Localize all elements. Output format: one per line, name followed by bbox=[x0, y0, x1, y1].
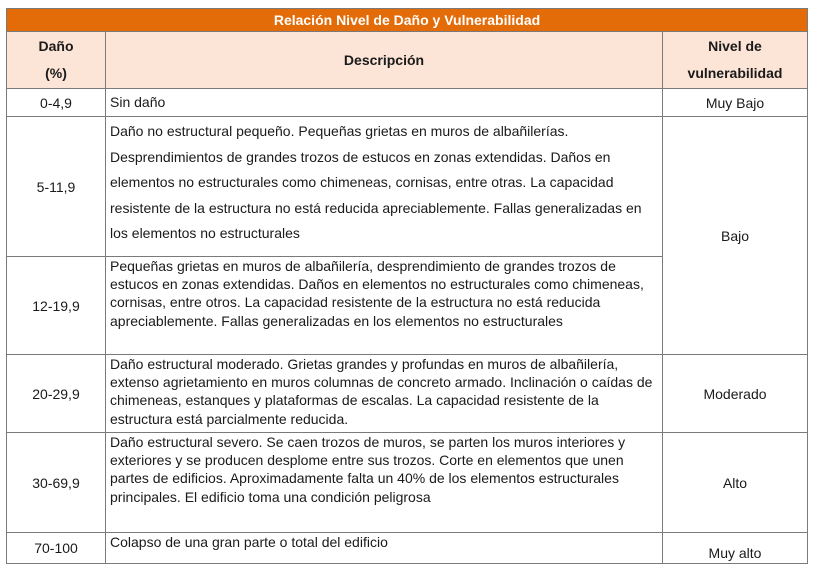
header-damage bbox=[7, 32, 106, 89]
vulnerability-level: Bajo bbox=[663, 117, 808, 355]
table-row bbox=[7, 433, 808, 533]
damage-description: Daño estructural severo. Se caen trozos de muros, se parten los muros interiores y exteriores y se producen desplome entre sus trozos. Corte en elementos que unen partes de edificios. Aproximadamente falta un 40% de los elementos estructurales principales. El edificio toma una condición peligrosa bbox=[106, 433, 663, 533]
damage-description: Pequeñas grietas en muros de albañilería, desprendimiento de grandes trozos de estucos en zonas extendidas. Daños en elementos no estructurales como chimeneas, cornisas, entre otros. La capacidad resistente de la estructura no está reducida apreciablemente. Fallas generalizadas en los elementos no estructurales bbox=[106, 257, 663, 355]
damage-range: 0-4,9 bbox=[7, 89, 106, 117]
damage-range: 70-100 bbox=[7, 533, 106, 564]
table-header-row bbox=[7, 32, 808, 89]
table-title-row bbox=[7, 9, 808, 32]
vulnerability-level: Alto bbox=[663, 433, 808, 533]
header-damage-line2: (%) bbox=[45, 65, 67, 81]
damage-description: Colapso de una gran parte o total del edificio bbox=[106, 533, 663, 564]
damage-range: 5-11,9 bbox=[7, 117, 106, 257]
table-row bbox=[7, 533, 808, 564]
header-level bbox=[663, 32, 808, 89]
damage-range: 12-19,9 bbox=[7, 257, 106, 355]
damage-description: Sin daño bbox=[106, 89, 663, 117]
header-damage-line1: Daño bbox=[38, 38, 74, 54]
vulnerability-level: Muy alto bbox=[663, 533, 808, 564]
damage-vulnerability-table-container bbox=[6, 8, 807, 564]
header-description: Descripción bbox=[106, 32, 663, 89]
header-level-line1: Nivel de bbox=[708, 38, 762, 54]
damage-description: Daño no estructural pequeño. Pequeñas grietas en muros de albañilerías. Desprendimientos de grandes trozos de estucos en zonas extendidas. Daños en elementos no estructurales como chimeneas, cornisas, entre otras. La capacidad resistente de la estructura no está reducida apreciablemente. Fallas generalizadas en los elementos no estructurales bbox=[106, 117, 663, 257]
damage-description: Daño estructural moderado. Grietas grandes y profundas en muros de albañilería, extenso agrietamiento en muros columnas de concreto armado. Inclinación o caídas de chimeneas, estanques y plataformas de escalas. La capacidad resistente de la estructura está parcialmente reducida. bbox=[106, 355, 663, 433]
damage-range: 30-69,9 bbox=[7, 433, 106, 533]
damage-vulnerability-table bbox=[6, 8, 808, 564]
table-title: Relación Nivel de Daño y Vulnerabilidad bbox=[7, 9, 808, 32]
header-level-line2: vulnerabilidad bbox=[687, 65, 783, 81]
damage-range: 20-29,9 bbox=[7, 355, 106, 433]
vulnerability-level: Moderado bbox=[663, 355, 808, 433]
vulnerability-level: Muy Bajo bbox=[663, 89, 808, 117]
table-row bbox=[7, 89, 808, 117]
table-row bbox=[7, 355, 808, 433]
table-row bbox=[7, 117, 808, 257]
